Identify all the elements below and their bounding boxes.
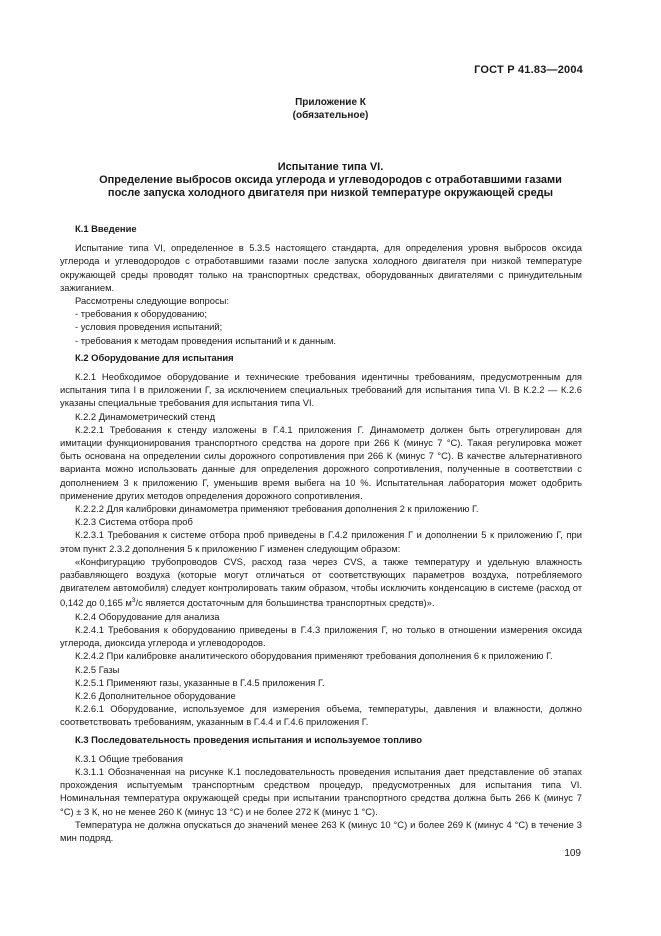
list-item: - требования к методам проведения испытаний и к данным. xyxy=(75,334,337,346)
annex-status: (обязательное) xyxy=(292,110,369,121)
annex-title xyxy=(60,161,601,200)
paragraph: Температура не должна опускаться до значений менее 263 К (минус 10 °С) и более 269 К (минус 4 °С) в течение 3 мин подряд. xyxy=(60,818,582,844)
superscript: 3 xyxy=(131,597,136,605)
title-line-2: Определение выбросов оксида углерода и углеводородов с отработавшими газами xyxy=(99,174,562,186)
paragraph: К.2.2.2 Для калибровки динамометра применяют требования дополнения 2 к приложению Г. xyxy=(75,503,479,515)
title-line-1: Испытание типа VI. xyxy=(277,161,384,173)
paragraph: Рассмотрены следующие вопросы: xyxy=(75,295,229,307)
quoted-paragraph xyxy=(60,555,582,610)
document-body xyxy=(60,222,582,844)
section-heading-k3: К.3 Последовательность проведения испытания и используемое топливо xyxy=(75,733,422,745)
paragraph: Испытание типа VI, определенное в 5.3.5 настоящего стандарта, для определения уровня выбросов оксида углерода и углеводородов с отработавшими газами после запуска холодного двигателя при низкой температуре окружающей среды проводят только на транспортных средствах, оборудованных двигателями с принудительным зажиганием. xyxy=(60,242,582,293)
paragraph: К.2.1 Необходимое оборудование и технические требования идентичны требованиям, предусмотренным для испытания типа I в приложении Г, за исключением специальных требований для испытания типа VI. В К.2.2 — К.2.6 указаны специальные требования для испытания типа VI. xyxy=(60,371,582,409)
paragraph: К.2.4.1 Требования к оборудованию приведены в Г.4.3 приложения Г, но только в отношении измерения оксида углерода, диоксида углерода и углеводородов. xyxy=(60,624,582,649)
quote-text-end: /с является достаточным для большинства транспортных средств)». xyxy=(135,597,435,609)
paragraph: К.2.2.1 Требования к стенду изложены в Г.4.1 приложения Г. Динамометр должен быть отрегулирован для имитации функционирования транспортного средства на дороге при 266 К (минус 7 °С). Такая регулировка может быть основана на определении силы дорожного сопротивления при 266 К (минус 7 °С). В качестве альтернативного варианта можно использовать данные для определения дорожного сопротивления, полученные в соответствии с дополнением 3 к приложению Г, уменьшив время выбега на 10 %. Испытательная лаборатория может одобрить применение других методов определения дорожного сопротивления. xyxy=(60,423,582,501)
list-item: - требования к оборудованию; xyxy=(75,308,207,320)
page-number: 109 xyxy=(564,848,581,859)
quote-text: «Конфигурацию трубопроводов CVS, расход газа через CVS, а также температуру и удельную влажность разбавляющего воздуха (которые могут отличаться от соответствующих параметров воздуха, потребляемого двигателем автомобиля) следует контролировать таким образом, чтобы исключить конденсацию в системе (расход от 0,142 до 0,165 м xyxy=(60,555,582,609)
subsection-heading: К.2.6 Дополнительное оборудование xyxy=(75,690,236,702)
paragraph: К.2.3.1 Требования к системе отбора проб приведены в Г.4.2 приложения Г и дополнении 5 к приложению Г, при этом пункт 2.3.2 дополнения 5 к приложению Г изменен следующим образом: xyxy=(60,529,582,554)
list-item: - условия проведения испытаний; xyxy=(75,321,223,333)
section-heading-k2: К.2 Оборудование для испытания xyxy=(75,351,234,363)
document-code: ГОСТ Р 41.83—2004 xyxy=(474,64,583,76)
annex-heading xyxy=(0,96,661,122)
paragraph: К.2.6.1 Оборудование, используемое для измерения объема, температуры, давления и влажности, должно соответствовать требованиям, указанным в Г.4.4 и Г.4.6 приложения Г. xyxy=(60,703,582,728)
subsection-heading: К.2.4 Оборудование для анализа xyxy=(75,610,220,622)
section-heading-k1: К.1 Введение xyxy=(75,223,137,234)
title-line-3: после запуска холодного двигателя при низкой температуре окружающей среды xyxy=(107,187,554,199)
paragraph: К.2.5.1 Применяют газы, указанные в Г.4.5 приложения Г. xyxy=(75,676,325,688)
subsection-heading: К.2.5 Газы xyxy=(75,663,120,675)
subsection-heading: К.2.2 Динамометрический стенд xyxy=(75,410,216,422)
paragraph: К.3.1.1 Обозначенная на рисунке К.1 последовательность проведения испытания дает представление об этапах прохождения испытуемым транспортным средством процедур, предусмотренных для испытания типа VI. Номинальная температура окружающей среды при испытании транспортного средства должна быть 266 К (минус 7 °С) ± 3 К, но не менее 260 К (минус 13 °С) и не более 272 К (минус 1 °С). xyxy=(60,766,582,817)
subsection-heading: К.2.3 Система отбора проб xyxy=(75,516,193,528)
paragraph: К.2.4.2 При калибровке аналитического оборудования применяют требования дополнения 6 к приложению Г. xyxy=(75,650,553,662)
annex-label: Приложение К xyxy=(295,97,366,108)
subsection-heading: К.3.1 Общие требования xyxy=(75,752,183,764)
